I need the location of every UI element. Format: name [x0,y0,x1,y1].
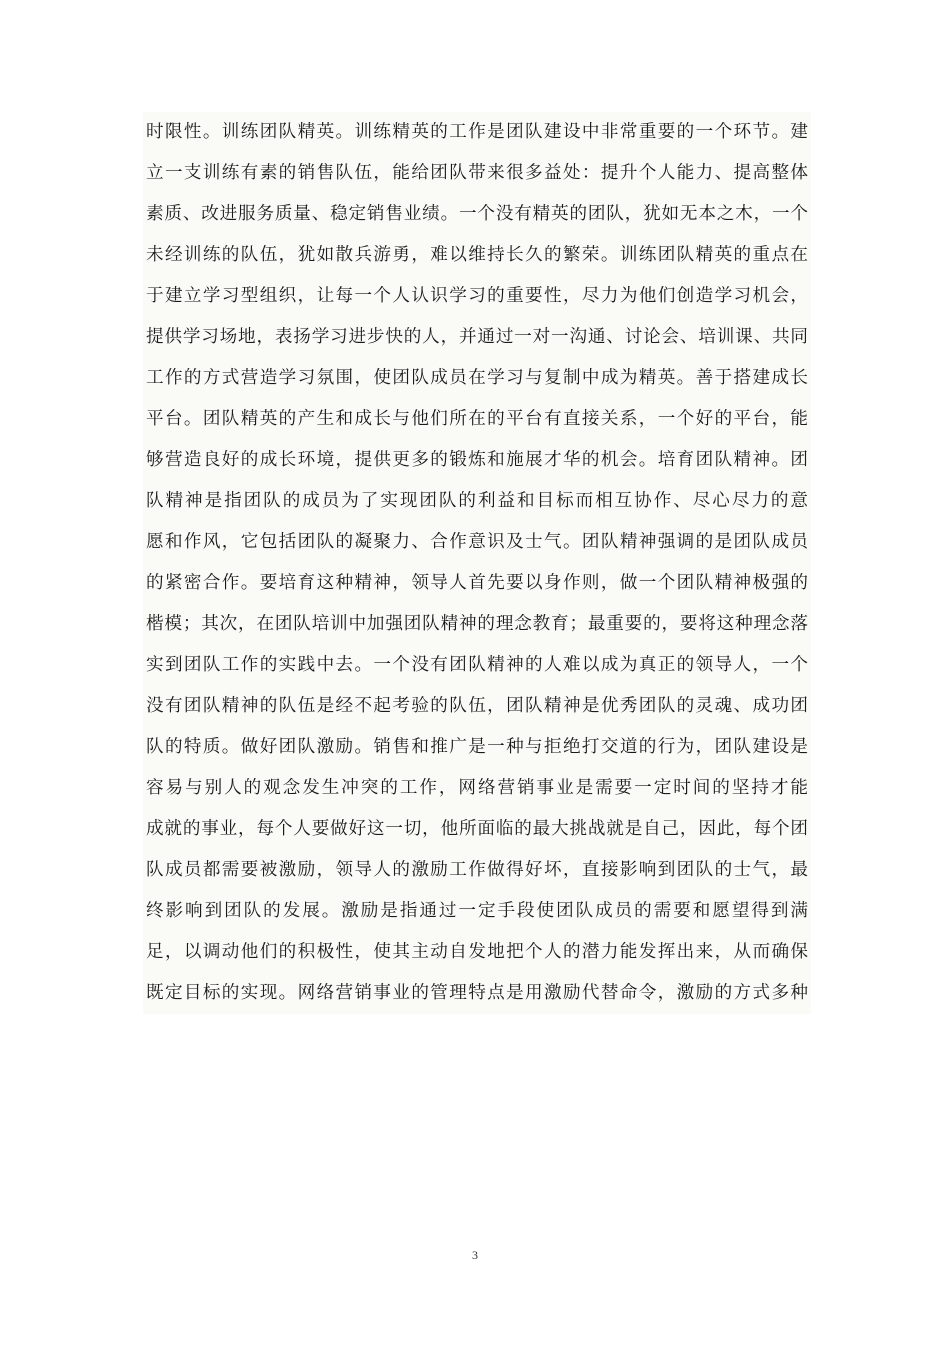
text-line: 未经训练的队伍，犹如散兵游勇，难以维持长久的繁荣。训练团队精英的重点在 [143,235,811,276]
text-line: 没有团队精神的队伍是经不起考验的队伍，团队精神是优秀团队的灵魂、成功团 [143,686,811,727]
text-line: 立一支训练有素的销售队伍，能给团队带来很多益处：提升个人能力、提高整体 [143,153,811,194]
text-line: 成就的事业，每个人要做好这一切，他所面临的最大挑战就是自己，因此，每个团 [143,809,811,850]
text-line: 楷模；其次，在团队培训中加强团队精神的理念教育；最重要的，要将这种理念落 [143,604,811,645]
text-line: 实到团队工作的实践中去。一个没有团队精神的人难以成为真正的领导人，一个 [143,645,811,686]
text-line: 时限性。训练团队精英。训练精英的工作是团队建设中非常重要的一个环节。建 [143,112,811,153]
text-line: 够营造良好的成长环境，提供更多的锻炼和施展才华的机会。培育团队精神。团 [143,440,811,481]
text-line: 队成员都需要被激励，领导人的激励工作做得好坏，直接影响到团队的士气，最 [143,850,811,891]
text-line: 提供学习场地，表扬学习进步快的人，并通过一对一沟通、讨论会、培训课、共同 [143,317,811,358]
text-line: 工作的方式营造学习氛围，使团队成员在学习与复制中成为精英。善于搭建成长 [143,358,811,399]
text-line: 的紧密合作。要培育这种精神，领导人首先要以身作则，做一个团队精神极强的 [143,563,811,604]
text-line: 终影响到团队的发展。激励是指通过一定手段使团队成员的需要和愿望得到满 [143,891,811,932]
text-line: 愿和作风，它包括团队的凝聚力、合作意识及士气。团队精神强调的是团队成员 [143,522,811,563]
text-line: 于建立学习型组织，让每一个人认识学习的重要性，尽力为他们创造学习机会， [143,276,811,317]
text-line: 平台。团队精英的产生和成长与他们所在的平台有直接关系，一个好的平台，能 [143,399,811,440]
text-line: 队精神是指团队的成员为了实现团队的利益和目标而相互协作、尽心尽力的意 [143,481,811,522]
text-line: 既定目标的实现。网络营销事业的管理特点是用激励代替命令，激励的方式多种 [143,973,811,1014]
text-line: 队的特质。做好团队激励。销售和推广是一种与拒绝打交道的行为，团队建设是 [143,727,811,768]
body-text [146,112,808,1014]
text-line: 容易与别人的观念发生冲突的工作，网络营销事业是需要一定时间的坚持才能 [143,768,811,809]
text-line: 素质、改进服务质量、稳定销售业绩。一个没有精英的团队，犹如无本之木，一个 [143,194,811,235]
page-number: 3 [472,1248,478,1262]
text-line: 足，以调动他们的积极性，使其主动自发地把个人的潜力能发挥出来，从而确保 [143,932,811,973]
